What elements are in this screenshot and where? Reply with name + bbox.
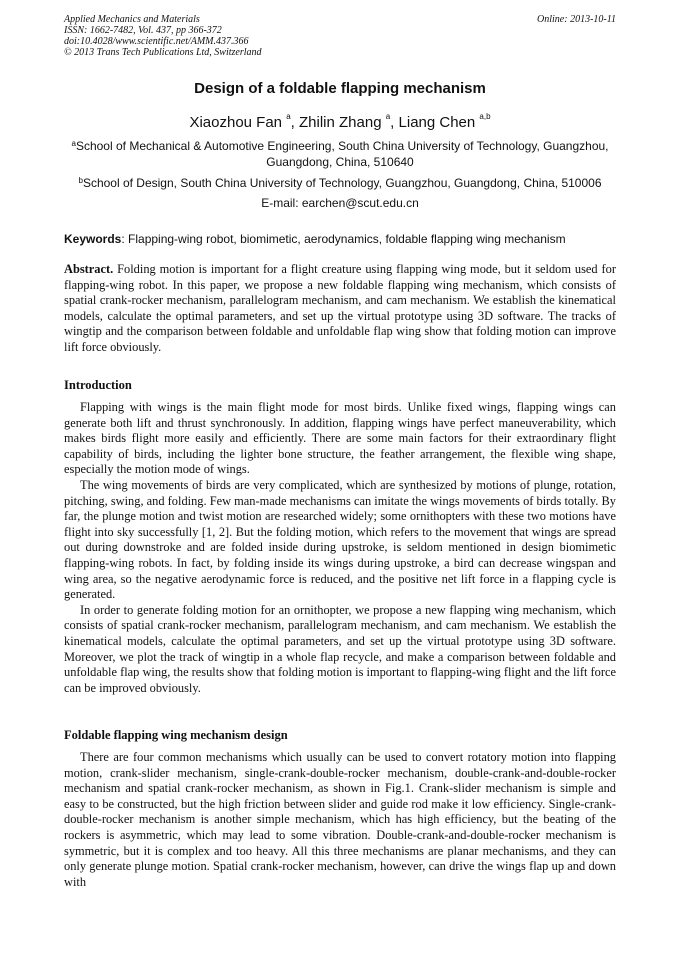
affiliation-b [64,175,616,191]
abstract-text: Folding motion is important for a flight creature using flapping wing mode, but it seldom used for flapping-wing robot. In this paper, we propose a new foldable flapping wing mechanism, which consists of spatial crank-rocker mechanism, parallelogram mechanism, and cam mechanism. We establish the kinematical models, calculate the optimal parameters, and set up the virtual prototype using 3D software. The tracks of wingtip and the comparison between foldable and unfoldable flap wing show that folding motion can improve lift force obviously. [64,262,616,354]
journal-header [64,14,616,58]
abstract [64,262,616,356]
author-list: Xiaozhou Fan $^a$, Zhilin Zhang $^a$, Liang Chen $^{a,b}$ [189,112,491,131]
keywords [64,232,616,246]
introduction-section [64,378,616,696]
author-name: Xiaozhou Fan [189,114,283,131]
paragraph: Flapping with wings is the main flight mode for most birds. Unlike fixed wings, flapping wings can generate both lift and thrust synchronously. In addition, flapping wings have perfect maneuverability, which makes birds flight more easily and efficiently. There are some main factors for their extraordinary flight capability of birds, including the lighter bone structure, the feather arrangement, the flexible wing shape, especially the motion mode of wings. [64,400,616,477]
affiliation-a [64,138,616,170]
contact-email: E-mail: earchen@scut.edu.cn [261,196,419,210]
paper-title: Design of a foldable flapping mechanism [194,80,486,97]
journal-name: Applied Mechanics and Materials [64,14,200,25]
section-heading: Foldable flapping wing mechanism design [64,728,288,742]
affil-mark: b [78,176,83,185]
paragraph: The wing movements of birds are very complicated, which are synthesized by motions of plunge, rotation, pitching, swing, and folding. Few man-made mechanisms can imitate the wings movements of birds totally. By far, the plunge motion and twist motion are researched widely; some ornithopters with these two motions have flight into sky successfully [1, 2]. But the folding motion, which refers to the movement that wings are spread out during downstroke and are folded inside during upstroke, is seldom mentioned in design biomimetic flapping-wing robots. In fact, by folding inside its wings during upstroke, a bird can decrease wingspan and wing area, so the negative aerodynamic force is reduced, and the positive net lift force in a flapping cycle is generated. [64,477,616,602]
affil-text: School of Mechanical & Automotive Engineering, South China University of Technology, Guangzhou, Guangdong, China, 510640 [75,139,609,169]
paragraph: In order to generate folding motion for an ornithopter, we propose a new flapping wing mechanism, which consists of spatial crank-rocker mechanism, parallelogram mechanism, and cam mechanism. We establish the kinematical models, calculate the optimal parameters, and set up the virtual prototype using 3D software. Moreover, we plot the track of wingtip in a whole flap recycle, and make a comparison between foldable and unfoldable flap wing, the results show that folding motion is important to flapping-wing flight and the lift force can be improved obviously. [64,602,616,695]
issn-line: ISSN: 1662-7482, Vol. 437, pp 366-372 [64,25,222,36]
author-name: Zhilin Zhang [299,114,382,131]
author-affil-mark: a [385,112,391,121]
paragraph: There are four common mechanisms which usually can be used to convert rotatory motion into flapping motion, crank-slider mechanism, single-crank-double-rocker mechanism, double-crank-and-double-rocker mechanism and spatial crank-rocker mechanism, as shown in Fig.1. Crank-slider mechanism is simple and easy to be constructed, but the high friction between slider and guide rod make it low efficiency. Single-crank-double-rocker mechanism is another simple mechanism, which has high efficiency, but the beating of the rockers is asymmetric, which may lead to some vibration. Double-crank-and-double-rocker mechanism is symmetric, but it is complex and too heavy. All this three mechanisms are planar mechanisms, and they can only generate plunge motion. Spatial crank-rocker mechanism, however, can drive the wings flap up and down with [64,750,616,889]
online-date: Online: 2013-10-11 [537,14,616,25]
abstract-label: Abstract. [64,262,114,276]
author-affil-mark: a,b [479,112,491,121]
doi-line: doi:10.4028/www.scientific.net/AMM.437.366 [64,36,249,47]
design-section [64,728,616,890]
author-affil-mark: a [286,112,291,121]
copyright-line: © 2013 Trans Tech Publications Ltd, Switzerland [64,47,262,58]
affil-text: School of Design, South China University of Technology, Guangzhou, Guangdong, China, 510006 [82,176,602,190]
keywords-label: Keywords [64,232,122,246]
affil-mark: a [71,139,76,148]
section-heading: Introduction [64,378,132,392]
author-name: Liang Chen [398,114,476,131]
keywords-text: : Flapping-wing robot, biomimetic, aerodynamics, foldable flapping wing mechanism [121,232,566,246]
